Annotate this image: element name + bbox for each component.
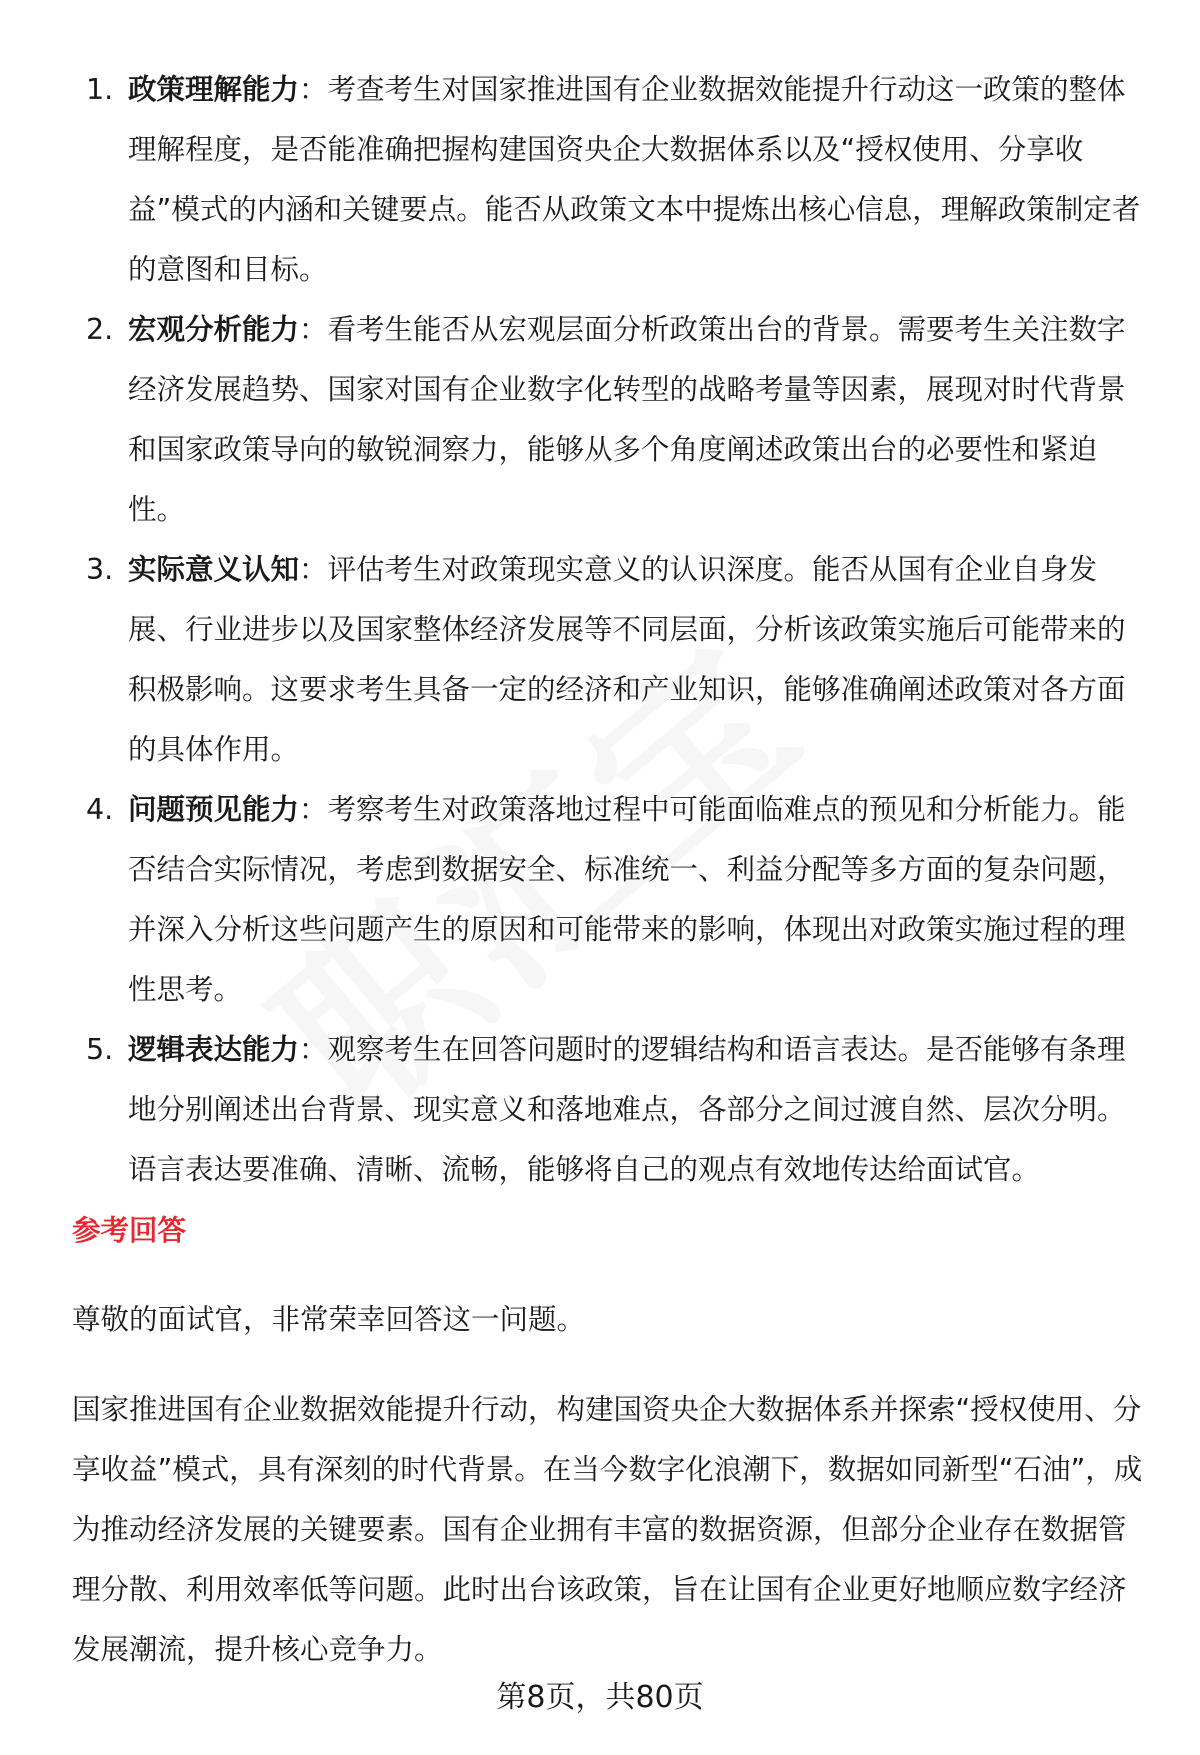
criterion-number: 4.	[86, 793, 114, 826]
answer-body-paragraph: 国家推进国有企业数据效能提升行动，构建国资央企大数据体系并探索“授权使用、分享收益”模式，具有深刻的时代背景。在当今数字化浪潮下，数据如同新型“石油”，成为推动经济发展的关键要素。国有企业拥有丰富的数据资源，但部分企业存在数据管理分散、利用效率低等问题。此时出台该政策，旨在让国有企业更好地顺应数字经济发展潮流，提升核心竞争力。	[72, 1393, 1143, 1666]
criterion-item	[78, 300, 1148, 540]
criterion-title: 逻辑表达能力	[128, 1033, 300, 1066]
criterion-text: ：看考生能否从宏观层面分析政策出台的背景。需要考生关注数字经济发展趋势、国家对国有企业数字化转型的战略考量等因素，展现对时代背景和国家政策导向的敏锐洞察力，能够从多个角度阐述政策出台的必要性和紧迫性。	[128, 313, 1126, 526]
criterion-text: ：考察考生对政策落地过程中可能面临难点的预见和分析能力。能否结合实际情况，考虑到数据安全、标准统一、利益分配等多方面的复杂问题，并深入分析这些问题产生的原因和可能带来的影响，体现出对政策实施过程的理性思考。	[128, 793, 1126, 1006]
criterion-item	[78, 1020, 1148, 1200]
reference-answer-heading: 参考回答	[72, 1214, 187, 1247]
criterion-item	[78, 780, 1148, 1020]
criterion-title: 问题预见能力	[128, 793, 300, 826]
criterion-number: 3.	[86, 553, 114, 586]
criterion-title: 实际意义认知	[128, 553, 300, 586]
criterion-text: ：考查考生对国家推进国有企业数据效能提升行动这一政策的整体理解程度，是否能准确把握构建国资央企大数据体系以及“授权使用、分享收益”模式的内涵和关键要点。能否从政策文本中提炼出核心信息，理解政策制定者的意图和目标。	[128, 73, 1141, 286]
criterion-number: 2.	[86, 313, 114, 346]
criterion-title: 政策理解能力	[128, 73, 300, 106]
criterion-number: 1.	[86, 73, 114, 106]
criterion-item	[78, 60, 1148, 300]
criterion-title: 宏观分析能力	[128, 313, 300, 346]
criterion-item	[78, 540, 1148, 780]
criterion-text: ：观察考生在回答问题时的逻辑结构和语言表达。是否能够有条理地分别阐述出台背景、现实意义和落地难点，各部分之间过渡自然、层次分明。语言表达要准确、清晰、流畅，能够将自己的观点有效地传达给面试官。	[128, 1033, 1126, 1186]
answer-greeting: 尊敬的面试官，非常荣幸回答这一问题。	[72, 1303, 586, 1336]
page-number: 第8页，共80页	[496, 1680, 704, 1715]
criterion-text: ：评估考生对政策现实意义的认识深度。能否从国有企业自身发展、行业进步以及国家整体经济发展等不同层面，分析该政策实施后可能带来的积极影响。这要求考生具备一定的经济和产业知识，能够准确阐述政策对各方面的具体作用。	[128, 553, 1126, 766]
evaluation-criteria-list	[78, 60, 1148, 1200]
criterion-number: 5.	[86, 1033, 114, 1066]
